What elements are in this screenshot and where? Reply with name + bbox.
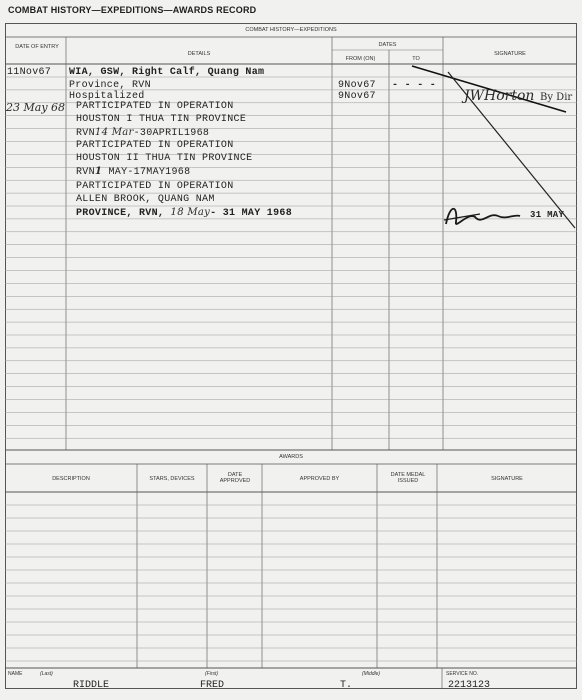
signature-horton: JWHorton bbox=[464, 88, 535, 104]
date-approved-header: DATE APPROVED bbox=[219, 472, 251, 485]
details-header: DETAILS bbox=[187, 51, 211, 57]
combat-section-heading: COMBAT HISTORY—EXPEDITIONS bbox=[245, 27, 337, 33]
stars-devices-header: STARS, DEVICES bbox=[149, 476, 195, 482]
entry-detail-line: Hospitalized bbox=[69, 91, 145, 102]
entry-detail-line: WIA, GSW, Right Calf, Quang Nam bbox=[69, 67, 265, 78]
signature-scribble bbox=[440, 200, 522, 232]
last-name-label: (Last) bbox=[40, 671, 53, 677]
operation-line: ALLEN BROOK, QUANG NAM bbox=[76, 194, 215, 205]
operation-line: PARTICIPATED IN OPERATION bbox=[76, 140, 234, 151]
operation-line: RVN14 Mar-30APRIL1968 bbox=[76, 127, 210, 139]
service-number-label: SERVICE NO. bbox=[446, 671, 479, 677]
approved-by-header: APPROVED BY bbox=[299, 476, 340, 482]
stamp-date: 31 MAY bbox=[530, 210, 565, 220]
operation-line: PROVINCE, RVN, 18 May- 31 MAY 1968 bbox=[76, 207, 293, 219]
award-signature-header: SIGNATURE bbox=[491, 476, 523, 482]
date-of-entry-header: DATE OF ENTRY bbox=[15, 44, 59, 50]
from-date: 9Nov67 bbox=[338, 91, 376, 102]
operation-line: PARTICIPATED IN OPERATION bbox=[76, 181, 234, 192]
to-date-dashes: - - - - bbox=[392, 80, 437, 91]
entry-date: 11Nov67 bbox=[7, 67, 52, 78]
last-name-value: RIDDLE bbox=[73, 680, 110, 691]
entry-detail-line: Province, RVN bbox=[69, 80, 151, 91]
operation-line: PARTICIPATED IN OPERATION bbox=[76, 101, 234, 112]
form-title: COMBAT HISTORY—EXPEDITIONS—AWARDS RECORD bbox=[8, 5, 257, 15]
name-label: NAME bbox=[8, 671, 23, 677]
middle-name-label: (Middle) bbox=[362, 671, 381, 677]
awards-section-heading: AWARDS bbox=[279, 454, 303, 460]
service-number-value: 2213123 bbox=[448, 680, 491, 691]
from-date: 9Nov67 bbox=[338, 80, 376, 91]
middle-initial-value: T. bbox=[340, 680, 353, 691]
by-direction-note: By Dir bbox=[540, 92, 573, 103]
operation-line: HOUSTON I THUA TIN PROVINCE bbox=[76, 114, 247, 125]
award-description-header: DESCRIPTION bbox=[52, 476, 90, 482]
date-medal-issued-header: DATE MEDAL ISSUED bbox=[390, 472, 426, 485]
entry-date-handwritten: 23 May 68 bbox=[6, 101, 66, 114]
operation-line: HOUSTON II THUA TIN PROVINCE bbox=[76, 153, 253, 164]
signature-header: SIGNATURE bbox=[494, 51, 526, 57]
operation-line: RVN1 MAY-17MAY1968 bbox=[76, 166, 191, 178]
from-header: FROM (ON) bbox=[345, 56, 376, 62]
dates-header: DATES bbox=[378, 42, 397, 48]
first-name-label: (First) bbox=[205, 671, 219, 677]
to-header: TO bbox=[412, 56, 420, 62]
first-name-value: FRED bbox=[200, 680, 225, 691]
